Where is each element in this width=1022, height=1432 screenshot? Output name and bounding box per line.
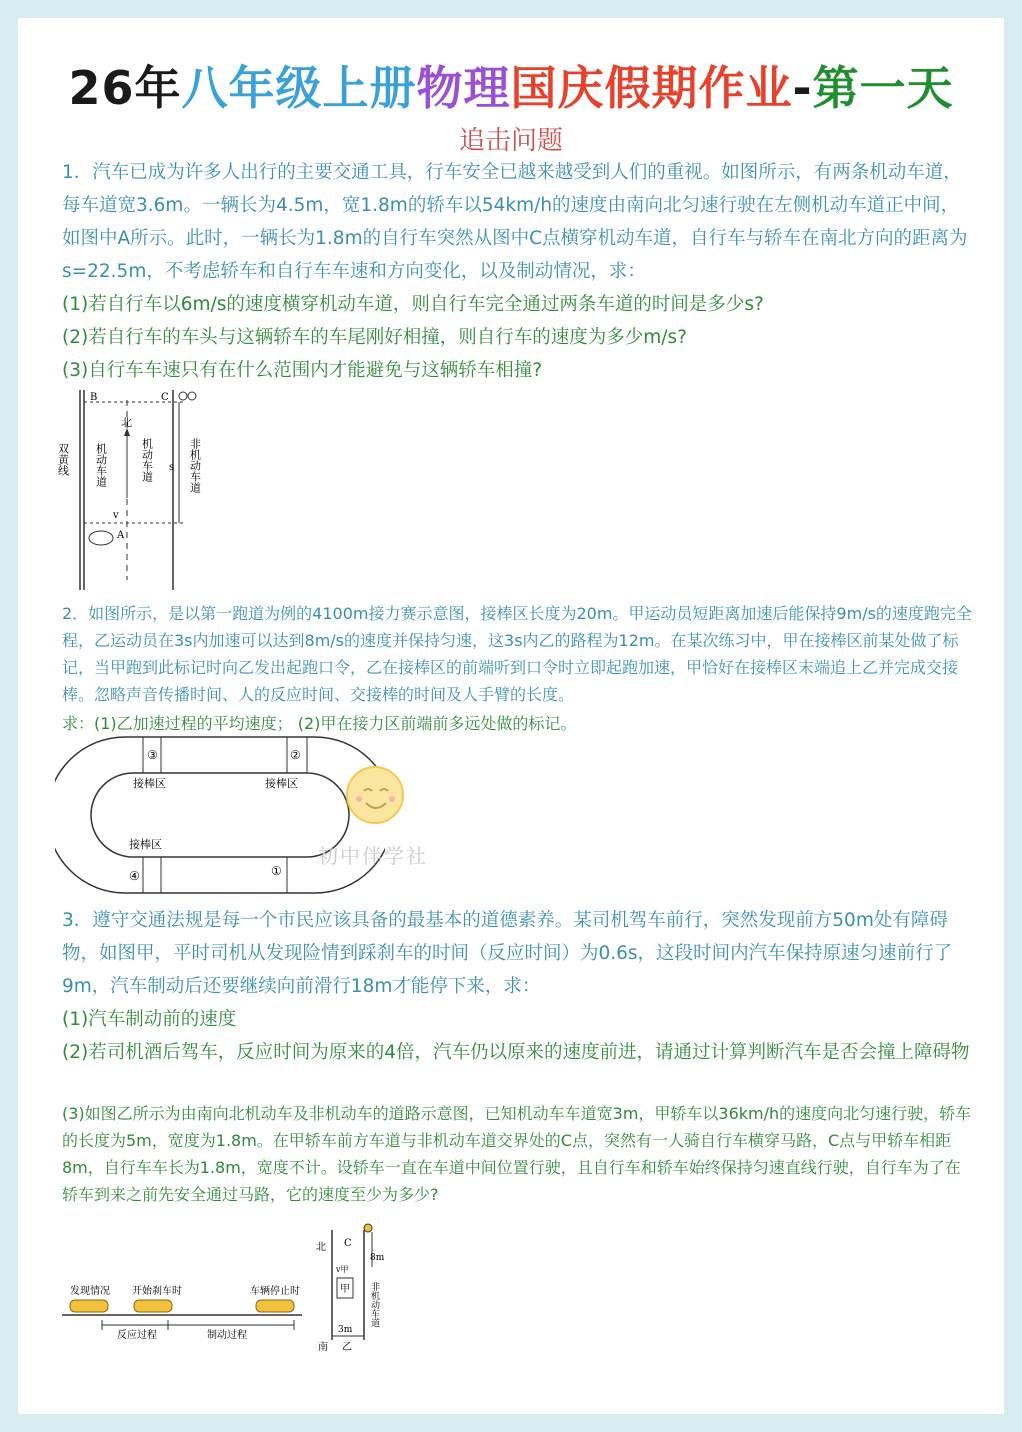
q3-sub3: (3)如图乙所示为由南向北机动车及非机动车的道路示意图，已知机动车车道宽3m，甲轿车以36km/h的速度向北匀速行驶，轿车的长度为5m，宽度为1.8m。在甲轿车前方车道与非机动车道交界处的C点，突然有一人骑自行车横穿马路，C点与甲轿车相距8m，自行车车长为1.8m，宽度不计。设轿车一直在车道中间位置行驶，且自行车和轿车始终保持匀速直线行驶，自行车为了在轿车到来之前先安全通过马路，它的速度至少为多少? — [62, 1104, 972, 1204]
page-subtitle: 追击问题 — [458, 126, 563, 156]
watermark-text: 初中伴学社 — [318, 844, 428, 868]
q3-figb-north: 北 — [316, 1242, 326, 1253]
q2-stem: 2．如图所示，是以第一跑道为例的4100m接力赛示意图，接棒区长度为20m。甲运动员短距离加速后能保持9m/s的速度跑完全程，乙运动员在3s内加速可以达到8m/s的速度并保持匀速，这3s内乙的路程为12m。在某次练习中，甲在接棒区前某处做了标记，当甲跑到此标记时向乙发出起跑口令，乙在接棒区的前端听到口令时立即起跑加速，甲恰好在接棒区末端追上乙并完成交接棒。忽略声音传播时间、人的反应时间、交接棒的时间及人手臂的长度。 — [62, 604, 972, 704]
q1-sub3: (3)自行车车速只有在什么范围内才能避免与这辆轿车相撞? — [62, 360, 543, 381]
q1-fig-lane2: 机动车道 — [140, 438, 154, 482]
q1-fig-a: A — [117, 530, 125, 541]
title-part-day: 第一天 — [812, 61, 954, 115]
q1-fig-lane1: 机动车道 — [94, 443, 108, 487]
q3-road-figure — [310, 1222, 390, 1352]
q3-sub1: (1)汽车制动前的速度 — [62, 1009, 237, 1030]
q1-fig-label-b: B — [90, 392, 98, 403]
sun-mascot-icon — [330, 755, 420, 835]
q1-fig-nonmotor: 非机动车道 — [188, 438, 202, 493]
q1-fig-v: v — [113, 510, 119, 521]
q2-ask: 求：(1)乙加速过程的平均速度； (2)甲在接力区前端前多远处做的标记。 — [62, 714, 577, 733]
q1-sub1: (1)若自行车以6m/s的速度横穿机动车道，则自行车完全通过两条车道的时间是多少s? — [62, 294, 764, 315]
q1-fig-s: s — [169, 462, 175, 473]
q3-figa-react: 反应过程 — [117, 1330, 157, 1341]
q1-sub2: (2)若自行车的车头与这辆轿车的车尾刚好相撞，则自行车的速度为多少m/s? — [62, 327, 687, 348]
q2-fig-n4: ④ — [129, 869, 140, 883]
q2-fig-zone-top-right: 接棒区 — [265, 777, 298, 790]
q3-figb-nonmotor: 非机动车道 — [369, 1282, 379, 1327]
q3-sub2: (2)若司机酒后驾车，反应时间为原来的4倍，汽车仍以原来的速度前进，请通过计算判断汽车是否会撞上障碍物 — [62, 1042, 970, 1063]
q1-fig-label-c: C — [161, 392, 169, 403]
q3-figb-c: C — [344, 1238, 352, 1249]
q1-road-figure — [55, 388, 215, 593]
q1-fig-north: 北 — [121, 416, 132, 429]
q2-fig-zone-top-left: 接棒区 — [133, 777, 166, 790]
title-part-dash: - — [792, 61, 813, 115]
q3-figb-width: 3m — [338, 1325, 353, 1335]
q3-figb-car: 甲 — [340, 1284, 350, 1295]
q2-fig-n3: ③ — [147, 748, 158, 762]
q3-stem: 3．遵守交通法规是每一个市民应该具备的最基本的道德素养。某司机驾车前行，突然发现前方50m处有障碍物，如图甲，平时司机从发现险情到踩刹车的时间（反应时间）为0.6s，这段时间内汽车保持原速匀速前行了9m，汽车制动后还要继续向前滑行18m才能停下来，求： — [62, 910, 953, 997]
q3-figa-stop: 车辆停止时 — [250, 1286, 300, 1297]
title-part-homework: 国庆假期作业 — [510, 61, 793, 115]
title-part-year: 26年 — [68, 61, 182, 115]
q3-figb-dist: 8m — [370, 1253, 385, 1263]
q3-braking-figure — [62, 1280, 302, 1342]
q3-figb-v: v甲 — [336, 1265, 349, 1274]
q3-figb-label: 乙 — [342, 1342, 352, 1352]
q3-figa-brake: 开始刹车时 — [132, 1286, 182, 1297]
q3-figa-braking: 制动过程 — [207, 1330, 247, 1341]
q3-figb-south: 南 — [318, 1342, 328, 1352]
q3-figa-discover: 发现情况 — [70, 1286, 110, 1297]
q1-stem: 1．汽车已成为许多人出行的主要交通工具，行车安全已越来越受到人们的重视。如图所示，有两条机动车道，每车道宽3.6m。一辆长为4.5m，宽1.8m的轿车以54km/h的速度由南向北匀速行驶在左侧机动车道正中间，如图中A所示。此时，一辆长为1.8m的自行车突然从图中C点横穿机动车道，自行车与轿车在南北方向的距离为s=22.5m，不考虑轿车和自行车车速和方向变化，以及制动情况，求： — [62, 162, 968, 282]
title-part-subject: 物理 — [416, 61, 511, 115]
q2-fig-n1: ① — [271, 864, 282, 878]
title-part-grade: 八年级上册 — [181, 61, 417, 115]
q1-fig-yellow: 双黄线 — [56, 443, 70, 476]
q2-fig-zone-bottom-left: 接棒区 — [129, 838, 162, 851]
q2-fig-n2: ② — [290, 748, 301, 762]
page-title — [0, 58, 1022, 118]
